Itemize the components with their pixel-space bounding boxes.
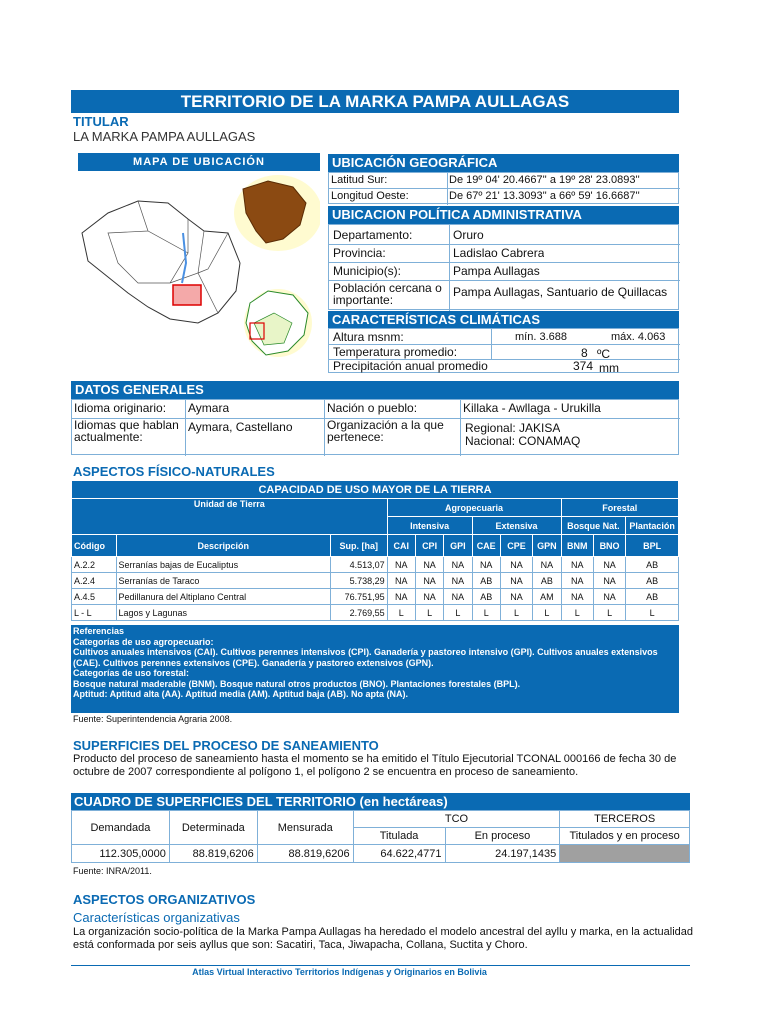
- temp-label: Temperatura promedio:: [333, 345, 458, 359]
- cell-cae: NA: [472, 557, 500, 573]
- refs-agro-text: Cultivos anuales intensivos (CAI). Cultivos perennes intensivos (CPI). Ganadería y pastoreo intensivo (GPI). Cultivos anuales extensivos (CAE). Cultivos perennes extensivos (CPE). Ganadería y pastoreo extensivos (GPN).: [73, 647, 658, 668]
- col-header: CAE: [472, 535, 500, 557]
- ubicacion-box: [328, 172, 679, 204]
- footer-divider: [71, 965, 690, 966]
- terceros-value: [560, 845, 690, 863]
- cell-cpe: L: [500, 605, 532, 621]
- cell-bpl: L: [626, 605, 679, 621]
- nacion-label: Nación o pueblo:: [327, 401, 418, 415]
- ubicacion-heading: UBICACIÓN GEOGRÁFICA: [328, 154, 679, 172]
- generales-box: [71, 399, 679, 455]
- temp-unit: ºC: [597, 347, 611, 361]
- intensiva-header: Intensiva: [387, 517, 472, 535]
- altura-max: máx. 4.063: [611, 331, 666, 343]
- table-row: [72, 557, 679, 573]
- col-header: CAI: [387, 535, 415, 557]
- extensiva-header: Extensiva: [472, 517, 561, 535]
- prec-value: 374: [573, 359, 594, 373]
- cell-descripcion: Serranías de Taraco: [116, 573, 330, 589]
- lat-label: Latitud Sur:: [331, 174, 388, 186]
- cell-bno: L: [593, 605, 625, 621]
- refs-agro-title: Categorías de uso agropecuario:: [73, 636, 214, 647]
- cell-gpn: L: [533, 605, 561, 621]
- oruro-map: [78, 173, 320, 373]
- cell-cae: AB: [472, 589, 500, 605]
- temp-value: 8: [581, 346, 588, 360]
- tco-header: TCO: [353, 811, 560, 828]
- clima-heading: CARACTERÍSTICAS CLIMÁTICAS: [328, 311, 679, 328]
- politica-label: Provincia:: [333, 246, 386, 260]
- divider: [329, 188, 680, 189]
- cell-superficie: 5.738,29: [330, 573, 387, 589]
- cell-cai: NA: [387, 573, 415, 589]
- en-proceso-header: En proceso: [445, 828, 560, 845]
- refs-forest-text: Bosque natural maderable (BNM). Bosque natural otros productos (BNO). Plantaciones forestales (BPL).: [73, 678, 521, 689]
- politica-value: Pampa Aullagas, Santuario de Quillacas: [453, 285, 668, 299]
- divider: [460, 400, 461, 456]
- col-header: BPL: [626, 535, 679, 557]
- unidad-header: Unidad de Tierra: [72, 499, 388, 535]
- cell-superficie: 2.769,55: [330, 605, 387, 621]
- superficies-heading: CUADRO DE SUPERFICIES DEL TERRITORIO (en hectáreas): [71, 793, 690, 810]
- altura-min: mín. 3.688: [515, 331, 567, 343]
- col-header: GPN: [533, 535, 561, 557]
- table-row: [72, 589, 679, 605]
- determinada-value: 88.819,6206: [169, 845, 257, 863]
- map-heading: MAPA DE UBICACIÓN: [78, 153, 320, 171]
- cell-gpi: NA: [444, 557, 472, 573]
- cell-bpl: AB: [626, 573, 679, 589]
- cell-bnm: L: [561, 605, 593, 621]
- cell-bnm: NA: [561, 589, 593, 605]
- cell-codigo: A.4.5: [72, 589, 117, 605]
- en-proceso-value: 24.197,1435: [445, 845, 560, 863]
- cell-cpe: NA: [500, 557, 532, 573]
- footer-text: Atlas Virtual Interactivo Territorios Indígenas y Originarios en Bolivia: [192, 967, 487, 977]
- titular-heading: TITULAR: [73, 114, 129, 129]
- agropecuaria-header: Agropecuaria: [387, 499, 561, 517]
- table-row: [72, 573, 679, 589]
- lon-label: Longitud Oeste:: [331, 190, 409, 202]
- saneamiento-heading: SUPERFICIES DEL PROCESO DE SANEAMIENTO: [73, 738, 379, 753]
- organizativos-text: La organización socio-política de la Marka Pampa Aullagas ha heredado el modelo ancestral del ayllu y marka, en la actualidad está conformada por seis ayllus que son: Sacatiri, Taca, Jiwapacha, Collana, Suctita y Choro.: [73, 926, 694, 951]
- col-header: CPI: [415, 535, 443, 557]
- fisico-source: Fuente: Superintendencia Agraria 2008.: [73, 714, 233, 724]
- page-title: TERRITORIO DE LA MARKA PAMPA AULLAGAS: [71, 90, 679, 113]
- col-header: BNO: [593, 535, 625, 557]
- table-row: [72, 605, 679, 621]
- politica-value: Oruro: [453, 228, 484, 242]
- prec-label: Precipitación anual promedio: [333, 359, 488, 373]
- cell-superficie: 76.751,95: [330, 589, 387, 605]
- cell-gpn: AM: [533, 589, 561, 605]
- cell-bno: NA: [593, 573, 625, 589]
- demandada-header: Demandada: [72, 811, 170, 845]
- hablan-label: Idiomas que hablan actualmente:: [74, 418, 179, 444]
- cell-cpe: NA: [500, 589, 532, 605]
- cell-cae: AB: [472, 573, 500, 589]
- cell-bpl: AB: [626, 589, 679, 605]
- politica-label: Departamento:: [333, 228, 413, 242]
- cell-bnm: NA: [561, 557, 593, 573]
- titulada-value: 64.622,4771: [353, 845, 445, 863]
- cell-cai: NA: [387, 557, 415, 573]
- map-highlight-box: [173, 285, 201, 305]
- superficies-source: Fuente: INRA/2011.: [73, 866, 152, 876]
- divider: [329, 262, 680, 263]
- cell-cpi: L: [415, 605, 443, 621]
- cell-cpi: NA: [415, 573, 443, 589]
- cell-descripcion: Lagos y Lagunas: [116, 605, 330, 621]
- divider: [324, 400, 325, 456]
- cell-bpl: AB: [626, 557, 679, 573]
- politica-value: Ladislao Cabrera: [453, 246, 545, 260]
- fisico-heading: ASPECTOS FÍSICO-NATURALES: [73, 464, 275, 479]
- col-header: GPI: [444, 535, 472, 557]
- terceros-header: TERCEROS: [560, 811, 690, 828]
- cell-bno: NA: [593, 557, 625, 573]
- refs-title: Referencias: [73, 626, 125, 636]
- surfaces-table: [71, 810, 690, 863]
- prec-unit: mm: [599, 361, 619, 375]
- politica-box: [328, 224, 679, 310]
- politica-value: Pampa Aullagas: [453, 264, 540, 278]
- bosque-header: Bosque Nat.: [561, 517, 626, 535]
- cell-gpn: AB: [533, 573, 561, 589]
- politica-label: Población cercana o importante:: [333, 282, 442, 307]
- land-table-title: CAPACIDAD DE USO MAYOR DE LA TIERRA: [72, 481, 679, 499]
- clima-box: [328, 328, 679, 373]
- titulados-proceso-header: Titulados y en proceso: [560, 828, 690, 845]
- col-header: Código: [72, 535, 117, 557]
- cell-codigo: L - L: [72, 605, 117, 621]
- divider: [491, 329, 492, 359]
- cell-gpi: NA: [444, 573, 472, 589]
- nacion-value: Killaka - Awllaga - Urukilla: [463, 401, 601, 415]
- cell-codigo: A.2.4: [72, 573, 117, 589]
- cell-cpe: NA: [500, 573, 532, 589]
- mensurada-header: Mensurada: [257, 811, 353, 845]
- refs-forest-title: Categorías de uso forestal:: [73, 668, 190, 678]
- hablan-value: Aymara, Castellano: [188, 420, 293, 434]
- divider: [329, 244, 680, 245]
- cell-cae: L: [472, 605, 500, 621]
- organizativos-heading: ASPECTOS ORGANIZATIVOS: [73, 892, 256, 907]
- divider: [185, 400, 186, 456]
- cell-cpi: NA: [415, 589, 443, 605]
- col-header: Sup. [ha]: [330, 535, 387, 557]
- department-outline: [82, 201, 240, 323]
- org-label: Organización a la que pertenece:: [327, 418, 444, 444]
- lat-value: De 19º 04' 20.4667'' a 19º 28' 23.0893'': [449, 174, 640, 186]
- lon-value: De 67º 21' 13.3093'' a 66º 59' 16.6687'': [449, 190, 640, 202]
- divider: [329, 280, 680, 281]
- table-row: [72, 845, 690, 863]
- idioma-label: Idioma originario:: [74, 401, 167, 415]
- land-capacity-table: [71, 480, 679, 621]
- cell-bnm: NA: [561, 573, 593, 589]
- saneamiento-text: Producto del proceso de saneamiento hasta el momento se ha emitido el Título Ejecutorial TCONAL 000166 de fecha 30 de octubre de 2007 correspondiente al polígono 1, el polígono 2 se encuentra en proceso de saneamiento.: [73, 753, 677, 778]
- cell-codigo: A.2.2: [72, 557, 117, 573]
- idioma-value: Aymara: [188, 401, 230, 415]
- cell-superficie: 4.513,07: [330, 557, 387, 573]
- col-header: CPE: [500, 535, 532, 557]
- cell-bno: NA: [593, 589, 625, 605]
- col-header: Descripción: [116, 535, 330, 557]
- cell-gpi: NA: [444, 589, 472, 605]
- organizativos-subheading: Características organizativas: [73, 910, 240, 925]
- col-header: BNM: [561, 535, 593, 557]
- cell-cai: NA: [387, 589, 415, 605]
- cell-cai: L: [387, 605, 415, 621]
- cell-descripcion: Pedillanura del Altiplano Central: [116, 589, 330, 605]
- generales-heading: DATOS GENERALES: [71, 381, 679, 399]
- politica-label: Municipio(s):: [333, 264, 402, 278]
- mensurada-value: 88.819,6206: [257, 845, 353, 863]
- cell-descripcion: Serranías bajas de Eucaliptus: [116, 557, 330, 573]
- org-value-regional: Regional: JAKISA: [465, 421, 561, 435]
- references-box: [71, 625, 679, 713]
- politica-heading: UBICACION POLÍTICA ADMINISTRATIVA: [328, 206, 679, 224]
- forestal-header: Forestal: [561, 499, 678, 517]
- altura-label: Altura msnm:: [333, 330, 404, 344]
- demandada-value: 112.305,0000: [72, 845, 170, 863]
- divider: [449, 225, 450, 311]
- cell-cpi: NA: [415, 557, 443, 573]
- determinada-header: Determinada: [169, 811, 257, 845]
- org-value-nacional: Nacional: CONAMAQ: [465, 434, 581, 448]
- refs-aptitud-text: Aptitud: Aptitud alta (AA). Aptitud media (AM). Aptitud baja (AB). No apta (NA).: [73, 689, 408, 699]
- location-map: [78, 153, 320, 373]
- plantacion-header: Plantación: [626, 517, 679, 535]
- cell-gpn: NA: [533, 557, 561, 573]
- titular-value: LA MARKA PAMPA AULLAGAS: [73, 129, 256, 144]
- titulada-header: Titulada: [353, 828, 445, 845]
- divider: [447, 173, 448, 205]
- cell-gpi: L: [444, 605, 472, 621]
